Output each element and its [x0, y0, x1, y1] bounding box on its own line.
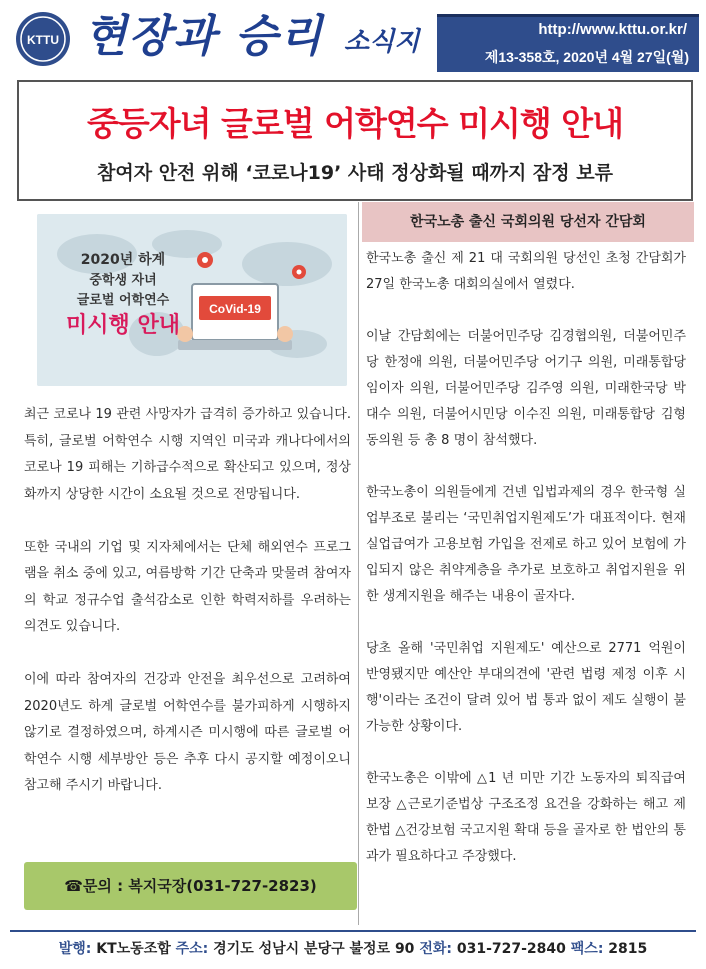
masthead-subtitle: 소식지 — [344, 27, 420, 57]
footer-fax: 2815 — [608, 941, 648, 957]
footer-fax-label: 팩스: — [570, 941, 604, 957]
headline-title: 중등자녀 글로벌 어학연수 미시행 안내 — [86, 104, 623, 143]
kttu-logo — [14, 10, 72, 68]
hero-line-4: 미시행 안내 — [66, 313, 180, 338]
footer-divider — [10, 930, 696, 932]
hero-badge: CoVid-19 — [209, 302, 261, 316]
column-divider — [358, 202, 359, 925]
hero-illustration — [37, 214, 347, 386]
left-paragraph-3: 이에 따라 참여자의 건강과 안전을 최우선으로 고려하여 2020년도 하계 글로벌 어학연수를 불가피하게 시행하지 않기로 결정하였으며, 하계시즌 미시행에 따른 글로벌 어학연수 시행 세부방안 등은 추후 다시 공지할 예정이오니 참고해 주시기 바랍니다. — [24, 672, 351, 793]
footer-address: 경기도 성남시 분당구 불정로 90 — [213, 941, 415, 957]
footer-phone-label: 전화: — [419, 941, 452, 957]
issue-info: 제13-358호, 2020년 4월 27일(월) — [484, 49, 689, 65]
right-paragraph-3: 한국노총이 의원들에게 건넨 입법과제의 경우 한국형 실업부조로 불리는 ‘국민취업지원제도’가 대표적이다. 현재 실업급여가 고용보험 가입을 전제로 하고 있어 보험에 가입되지 않은 취약계층을 추가로 보호하고 취업지원을 위한 생계지원을 해주는 내용이 골자다. — [366, 485, 686, 604]
footer-phone: 031-727-2840 — [456, 941, 566, 957]
right-paragraph-5: 한국노총은 이밖에 △1 년 미만 기간 노동자의 퇴직급여 보장 △근로기준법상 구조조정 요건을 강화하는 해고 제한법 △건강보험 국고지원 확대 등을 골자로 한 법안의 통과가 필요하다고 주장했다. — [366, 771, 686, 864]
logo-text: KTTU — [27, 33, 59, 47]
masthead — [10, 6, 696, 72]
laptop-icon — [177, 284, 293, 350]
footer — [10, 938, 696, 958]
right-paragraph-2: 이날 간담회에는 더불어민주당 김경협의원, 더불어민주당 한정애 의원, 더불어민주당 어기구 의원, 미래통합당 임이자 의원, 더불어민주당 김주영 의원, 미래한국당 박대수 의원, 더불어시민당 이수진 의원, 미래통합당 김형동의원 등 총 8 명이 참석했다. — [366, 329, 686, 448]
headline-subtitle: 참여자 안전 위해 ‘코로나19’ 사태 정상화될 때까지 잠정 보류 — [97, 162, 613, 184]
hero-graphic — [37, 214, 347, 386]
masthead-info-box — [437, 14, 699, 72]
headline-box — [17, 80, 693, 201]
right-paragraph-1: 한국노총 출신 제 21 대 국회의원 당선인 초청 간담회가 27일 한국노총 대회의실에서 열렸다. — [366, 251, 686, 292]
left-paragraph-1: 최근 코로나 19 관련 사망자가 급격히 증가하고 있습니다. 특히, 글로벌 어학연수 시행 지역인 미국과 캐나다에서의 코로나 19 피해는 기하급수적으로 확산되고 있으며, 정상화까지 상당한 시간이 소요될 것으로 전망됩니다. — [24, 407, 351, 502]
masthead-title: 현장과 승리 — [84, 11, 324, 62]
website-url[interactable]: http://www.kttu.or.kr/ — [538, 21, 687, 38]
hero-line-1: 2020년 하계 — [80, 252, 166, 268]
contact-box: ☎문의 : 복지국장(031-727-2823) — [24, 862, 357, 910]
footer-publisher-label: 발행: — [58, 941, 92, 957]
hero-line-2: 중학생 자녀 — [89, 273, 157, 288]
side-article-header: 한국노총 출신 국회의원 당선자 간담회 — [362, 202, 694, 242]
hero-line-3: 글로벌 어학연수 — [76, 293, 170, 308]
footer-publisher: KT노동조합 — [96, 941, 171, 957]
right-paragraph-4: 당초 올해 '국민취업 지원제도' 예산으로 2771 억원이 반영됐지만 예산안 부대의견에 '관련 법령 제정 이후 시행'이라는 조건이 달려 있어 법 통과 없이 제도 실행이 불가능한 상황이다. — [366, 641, 686, 734]
right-article — [366, 246, 686, 896]
left-paragraph-2: 또한 국내의 기업 및 지자체에서는 단체 해외연수 프로그램을 취소 중에 있고, 여름방학 기간 단축과 맞물려 참여자의 학교 정규수업 출석감소로 인한 학력저하를 우려하는 의견도 있습니다. — [24, 539, 351, 634]
footer-address-label: 주소: — [175, 941, 209, 957]
left-article — [24, 402, 351, 826]
